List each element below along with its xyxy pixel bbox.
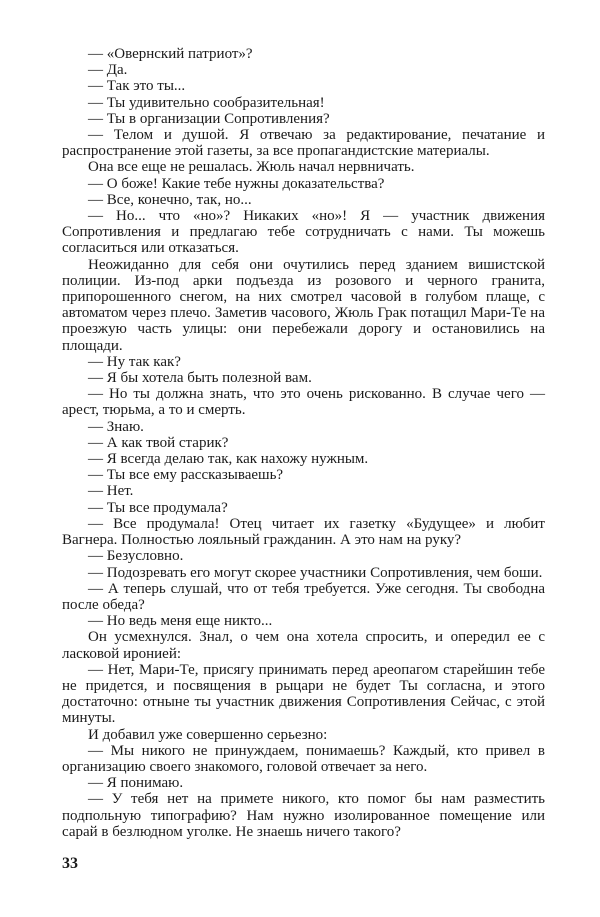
paragraph: — Ты все ему рассказываешь? xyxy=(88,467,284,484)
paragraph: — Все продумала! Отец читает их газетку «Будущее» и любит Вагнера. Полностью лояльный гражданин. А это нам на руку? xyxy=(62,515,545,549)
paragraph: — А как твой старик? xyxy=(88,434,229,451)
paragraph: — Мы никого не принуждаем, понимаешь? Каждый, кто привел в организацию своего знакомого, головой отвечает за него. xyxy=(62,742,545,775)
paragraph: — Так это ты... xyxy=(88,78,186,95)
paragraph: — Ты все продумала? xyxy=(88,499,228,516)
paragraph: Он усмехнулся. Знал, о чем она хотела спросить, и опередил ее с ласковой иронией: xyxy=(62,629,545,662)
paragraph: — Я бы хотела быть полезной вам. xyxy=(88,370,312,387)
paragraph: — Знаю. xyxy=(88,418,144,435)
page-number: 33 xyxy=(62,855,78,872)
paragraph: — Да. xyxy=(88,62,128,79)
paragraph: — Я понимаю. xyxy=(88,775,184,792)
paragraph: — Ну так как? xyxy=(88,353,181,370)
paragraph: — Нет. xyxy=(88,483,134,500)
paragraph: — Ты удивительно сообразительная! xyxy=(88,94,325,111)
paragraph: — Но... что «но»? Никаких «но»! Я — участник движения Сопротивления и предлагаю тебе сотрудничать с нами. Ты можешь согласиться или отказаться. xyxy=(62,208,545,257)
paragraph: — О боже! Какие тебе нужны доказательства? xyxy=(88,175,385,192)
paragraph: — У тебя нет на примете никого, кто помог бы нам разместить подпольную типографию? Нам нужно изолированное помещение или сарай в безлюдном уголке. Не знаешь ничего такого? xyxy=(62,791,545,840)
paragraph: — Я всегда делаю так, как нахожу нужным. xyxy=(88,451,369,468)
paragraph: — А теперь слушай, что от тебя требуется. Уже сегодня. Ты свободна после обеда? xyxy=(62,580,545,613)
page-text xyxy=(62,46,545,840)
paragraph: — Нет, Мари-Те, присягу принимать перед ареопагом старейшин тебе не придется, и посвящения в рыцари не будет Ты согласна, и этого достаточно: отныне ты участник движения Сопротивления Сейчас, с этой минуты. xyxy=(62,661,545,727)
paragraph: — Телом и душой. Я отвечаю за редактирование, печатание и распространение этой газеты, за все пропагандистские материалы. xyxy=(62,127,545,160)
paragraph: И добавил уже совершенно серьезно: xyxy=(88,726,328,743)
paragraph: — Ты в организации Сопротивления? xyxy=(88,110,330,127)
paragraph: — Но ты должна знать, что это очень рискованно. В случае чего — арест, тюрьма, а то и смерть. xyxy=(62,386,545,419)
paragraph: Она все еще не решалась. Жюль начал нервничать. xyxy=(88,159,415,176)
paragraph: — Безусловно. xyxy=(88,548,184,565)
paragraph: Неожиданно для себя они очутились перед зданием вишистской полиции. Из-под арки подъезда из розового и черного гранита, припорошенного снегом, на них смотрел часовой в голубом плаще, с автоматом через плечо. Заметив часового, Жюль Грак потащил Мари-Те на проезжую часть улицы: они перебежали дорогу и остановились на площади. xyxy=(62,256,545,354)
paragraph: — Но ведь меня еще никто... xyxy=(88,613,273,630)
paragraph: — «Овернский патриот»? xyxy=(88,46,253,62)
paragraph: — Подозревать его могут скорее участники Сопротивления, чем боши. xyxy=(88,564,543,581)
paragraph: — Все, конечно, так, но... xyxy=(88,191,252,208)
